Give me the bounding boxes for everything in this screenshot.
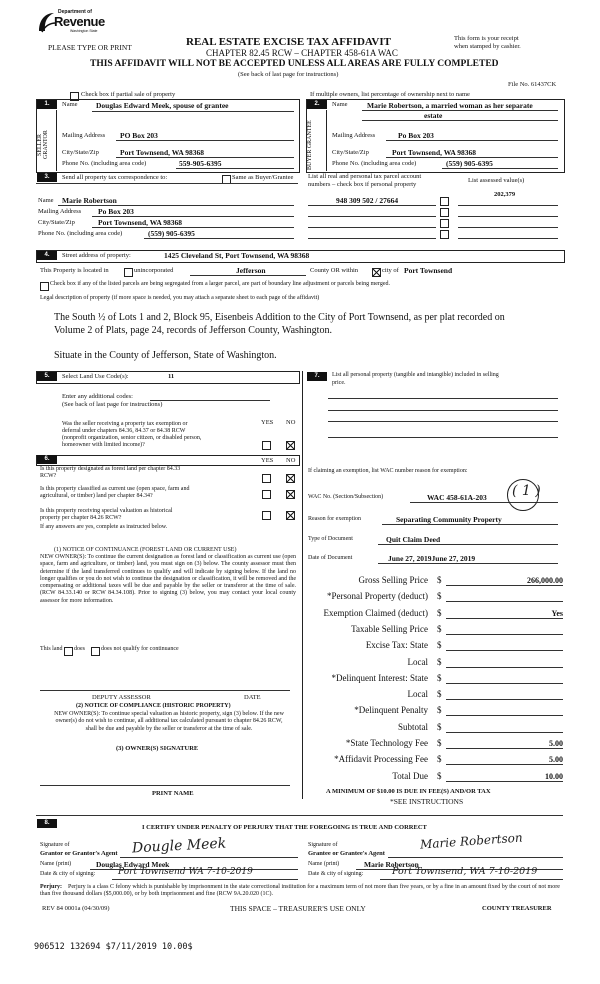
doc-date-line (378, 563, 558, 564)
s3-mail: Po Box 203 (98, 207, 134, 216)
calc-value-line (446, 732, 563, 733)
s3-phone-label: Phone No. (including area code) (38, 230, 123, 237)
see-instructions: *SEE INSTRUCTIONS (390, 797, 464, 806)
please-type: PLEASE TYPE OR PRINT (48, 43, 132, 52)
logo-sub: Washington State (70, 29, 98, 33)
calc-label: Exemption Claimed (deduct) (323, 607, 428, 618)
calc-value-line (446, 585, 563, 586)
calc-dollar-sign: $ (437, 672, 442, 683)
calc-value: 5.00 (549, 755, 563, 765)
grantor-date-label: Date & city of signing: (40, 871, 96, 877)
calc-value-line (446, 683, 563, 684)
notice1-body: NEW OWNER(S): To continue the current designation as forest land or classification as current use (open space, farm and agriculture, or timber) land, you must sign on (3) below. The county assessor must then determine if the land transferred continues to qualify and will indicate by signing below. If the land no longer qualifies or you do not wish to continue the designation or classification, it will be removed and the compensating or additional taxes will be due and payable by the seller or transferor at the time of sale. (RCW 84.33.140 or RCW 84.34.108). Prior to signing (3) below, you may contact your local county assessor for more information. (40, 554, 296, 604)
s3-city-line (92, 227, 294, 228)
grantor-signature: Dougle Meek (131, 835, 227, 857)
buyer-side-label: BUYER GRANTEE (307, 120, 313, 170)
s6-q1-2: RCW? (40, 473, 57, 479)
assessed-value: 202,379 (494, 191, 516, 198)
assessed-line-2 (458, 216, 558, 217)
s3-city-label: City/State/Zip (38, 219, 75, 226)
calc-value-line (446, 634, 563, 635)
seller-phone-label: Phone No. (including area code) (62, 160, 147, 167)
s3-city: Port Townsend, WA 98368 (98, 218, 183, 227)
seller-name-label: Name (62, 101, 78, 108)
s6-q1-yes-checkbox[interactable] (262, 474, 271, 483)
parcel-account: 948 309 502 / 27664 (336, 196, 399, 205)
s6-q3-no-checkbox[interactable] (286, 511, 295, 520)
grantee-date-label: Date & city of signing: (308, 871, 364, 877)
additional-codes-line (150, 400, 270, 401)
s3-name-label: Name (38, 197, 54, 204)
street-address: 1425 Cleveland St, Port Townsend, WA 98368 (164, 251, 310, 260)
s6-yes: YES (261, 457, 274, 464)
assessed-line-1 (458, 205, 558, 206)
calc-dollar-sign: $ (437, 607, 442, 618)
calc-label: *State Technology Fee (345, 738, 428, 748)
calc-dollar-sign: $ (437, 623, 442, 634)
seller-mail-label: Mailing Address (62, 132, 106, 139)
s6-q2-1: Is this property classified as current use (open space, farm and (40, 486, 190, 492)
doc-type-label: Type of Document (308, 536, 353, 542)
s6-q2-2: agricultural, or timber) land per chapter 84.34? (40, 493, 153, 499)
seller-phone: 559-905-6395 (179, 159, 222, 168)
grantor-sig-label-2: Grantor or Grantor's Agent (40, 850, 118, 857)
section-3-number: 3. (37, 173, 57, 182)
land-use-label: Select Land Use Code(s): (62, 373, 129, 380)
s5-question-3: (nonprofit organization, senior citizen, or disabled person, (62, 435, 202, 441)
personal-property-line-2 (328, 410, 558, 411)
section-5-number: 5. (37, 372, 57, 381)
situate-line: Situate in the County of Jefferson, State of Washington. (54, 350, 277, 361)
personal-property-checkbox-4[interactable] (440, 230, 449, 239)
s3-phone: (559) 905-6395 (148, 229, 195, 238)
s6-q2-no-checkbox[interactable] (286, 490, 295, 499)
notice2-body: NEW OWNER(S): To continue special valuation as historic property, sign (3) below. If the new owner(s) do not wish to continue, all additional tax calculated pursuant to chapter 84.26 RCW, shall be due and payable by the seller or transferor at the time of sale. (54, 711, 284, 732)
buyer-name-line-1 (362, 110, 558, 111)
s6-q2-yes-checkbox[interactable] (262, 490, 271, 499)
legal-description-1: The South ½ of Lots 1 and 2, Block 95, Eisenbeis Addition to the City of Port Townsend, as per plat recorded on (54, 312, 505, 323)
calc-value: 10.00 (545, 771, 563, 781)
doc-type-line (378, 544, 558, 545)
land-does-checkbox[interactable] (64, 647, 73, 656)
county-line (190, 275, 306, 276)
cashier-stamp: 906512 132694 $7/11/2019 10.00$ (34, 942, 193, 952)
grantor-date-line (112, 879, 298, 880)
legal-description-2: Volume 2 of Plats, page 24, records of Jefferson County, Washington. (54, 325, 332, 336)
calc-dollar-sign: $ (437, 689, 442, 700)
s6-no: NO (286, 457, 296, 464)
seller-side-label: SELLER GRANTOR (37, 130, 49, 160)
assessed-line-4 (458, 238, 558, 239)
personal-property-line-3 (328, 421, 558, 422)
parcel-line-3 (308, 227, 436, 228)
calc-value: 266,000.00 (527, 576, 563, 585)
grantee-signature: Marie Robertson (419, 830, 524, 852)
wac-number: WAC 458-61A-203 (427, 493, 487, 502)
check-x-icon (373, 269, 380, 276)
rev-number: REV 84 0001a (04/30/09) (42, 905, 110, 912)
form-chapter: CHAPTER 82.45 RCW – CHAPTER 458-61A WAC (206, 48, 398, 58)
section3-top-line (36, 183, 298, 184)
buyer-city-label: City/State/Zip (332, 149, 369, 156)
s5-no-checkbox[interactable] (286, 441, 295, 450)
grantee-date-line (380, 879, 563, 880)
seller-city: Port Townsend, WA 98368 (120, 148, 205, 157)
calc-value-line (446, 699, 563, 700)
reason-value: Separating Community Property (396, 515, 502, 524)
calc-label: Total Due (392, 770, 428, 781)
s6-q1-no-checkbox[interactable] (286, 474, 295, 483)
grantor-sig-label-1: Signature of (40, 842, 70, 848)
calc-value-line (446, 715, 563, 716)
grantee-print-label: Name (print) (308, 861, 340, 867)
doc-date-label: Date of Document (308, 555, 353, 561)
calc-dollar-sign: $ (437, 738, 442, 748)
buyer-name-2: estate (424, 111, 443, 120)
deputy-line (40, 690, 290, 691)
calc-dollar-sign: $ (437, 591, 442, 602)
calc-value: 5.00 (549, 739, 563, 748)
assessed-line-3 (458, 227, 558, 228)
assessed-label: List assessed value(s) (468, 177, 525, 184)
seller-name-line (92, 111, 294, 112)
county-treasurer: COUNTY TREASURER (482, 905, 552, 912)
s5-question-4: homeowner with limited income)? (62, 442, 145, 448)
s5-yes-checkbox[interactable] (262, 441, 271, 450)
deputy-date-label: DATE (244, 694, 261, 701)
buyer-phone-line (442, 168, 558, 169)
perjury-label: Perjury: (40, 884, 62, 890)
s3-name: Marie Robertson (62, 196, 117, 205)
calc-label: Local (407, 656, 428, 667)
buyer-city: Port Townsend, WA 98368 (392, 148, 477, 157)
s3-name-line (58, 205, 294, 206)
perjury-text: Perjury is a class C felony which is punishable by imprisonment in the state correctional institution for a maximum term of not more than five years, or by a fine in an amount fixed by the court of not more than five thousand dollars ($5,000.00), or by both imprisonment and fine (RCW 9A.20.020 (1C). (40, 884, 560, 897)
s6-q3-2: property per chapter 84.26 RCW? (40, 515, 122, 521)
personal-property-checkbox-2[interactable] (440, 208, 449, 217)
section-4-number: 4. (37, 251, 57, 260)
accounts-label-1: List all real and personal tax parcel account (308, 173, 422, 180)
print-name-line (40, 785, 290, 786)
parcel-line-4 (308, 238, 436, 239)
s5-see-back: (See back of last page for instructions) (62, 401, 163, 408)
land-does-not-label: does not qualify for continuance (101, 646, 179, 652)
same-as-buyer-label: Same as Buyer/Grantee (232, 174, 294, 181)
grantee-sig-label-1: Signature of (308, 842, 338, 848)
section-1-number: 1. (37, 100, 57, 109)
unincorporated-label: unincorporated (134, 267, 174, 274)
calc-value-line (446, 667, 563, 668)
legal-label: Legal description of property (if more space is needed, you may attach a separate sheet to each page of the affidavit) (40, 295, 320, 301)
buyer-name-1: Marie Robertson, a married woman as her separate (367, 101, 533, 110)
wac-handwritten: ( 1 ) (512, 483, 541, 499)
s6-q3-1: Is this property receiving special valuation as historical (40, 508, 173, 514)
grantee-sig-line (388, 857, 563, 858)
calc-value-line (446, 601, 563, 602)
buyer-mail-label: Mailing Address (332, 132, 376, 139)
personal-property-line-1 (328, 398, 558, 399)
city-of-label: city of (382, 267, 399, 274)
segregated-label: Check box if any of the listed parcels are being segregated from a larger parcel, are part of boundary line adjustment or parcels being merged. (50, 281, 390, 287)
land-does-not-checkbox[interactable] (91, 647, 100, 656)
s3-mail-line (92, 216, 294, 217)
located-prefix: This Property is located in (40, 267, 109, 274)
buyer-phone: (559) 905-6395 (446, 159, 493, 168)
partial-sale-label: Check box if partial sale of property (81, 91, 176, 98)
dor-logo (36, 9, 105, 35)
this-land-label: This land (40, 646, 63, 652)
calc-dollar-sign: $ (437, 770, 442, 781)
calc-value-line (446, 748, 563, 749)
grantor-sig-line (120, 857, 298, 858)
wac-label: WAC No. (Section/Subsection) (308, 494, 384, 500)
land-does-label: does (74, 646, 85, 652)
logo-main: Revenue (54, 14, 105, 29)
check-x-icon (287, 475, 294, 482)
s5-question-2: deferral under chapters 84.36, 84.37 or 84.38 RCW (62, 428, 186, 434)
calc-value-line (446, 781, 563, 782)
calc-value-line (446, 650, 563, 651)
logo-top: Department of (58, 9, 92, 15)
see-back-note: (See back of last page for instructions) (238, 71, 339, 78)
county-or-within: County OR within (310, 267, 359, 274)
calc-label: Subtotal (397, 721, 428, 732)
buyer-mail-line (386, 140, 558, 141)
s5-yes: YES (261, 419, 274, 426)
receipt-note-2: when stamped by cashier. (454, 43, 521, 50)
county-name: Jefferson (236, 266, 266, 275)
seller-city-label: City/State/Zip (62, 149, 99, 156)
reason-line (382, 524, 558, 525)
calc-dollar-sign: $ (437, 721, 442, 732)
land-use-code: 11 (168, 373, 175, 380)
accounts-label-2: numbers – check box if personal property (308, 181, 417, 188)
calc-label: *Delinquent Penalty (354, 705, 428, 716)
minimum-note: A MINIMUM OF $10.00 IS DUE IN FEE(S) AND/OR TAX (326, 788, 491, 795)
doc-type-value: Quit Claim Deed (386, 535, 441, 544)
s3-mail-label: Mailing Address (38, 208, 82, 215)
certify-statement: I CERTIFY UNDER PENALTY OF PERJURY THAT THE FOREGOING IS TRUE AND CORRECT (142, 824, 427, 831)
notice1-title: (1) NOTICE OF CONTINUANCE (FOREST LAND OR CURRENT USE) (54, 547, 237, 553)
seller-mail-line (116, 140, 294, 141)
grantor-date-city: Port Townsend WA 7-10-2019 (118, 867, 253, 877)
section8-top-line (36, 815, 563, 816)
buyer-side-divider (326, 110, 327, 171)
personal-property-label-2: price. (332, 380, 346, 386)
within-city-checkbox[interactable] (372, 268, 381, 277)
calc-dollar-sign: $ (437, 754, 442, 765)
calc-label: Gross Selling Price (358, 575, 428, 585)
s6-note: If any answers are yes, complete as instructed below. (40, 524, 168, 530)
calc-label: *Personal Property (deduct) (327, 591, 428, 602)
check-x-icon (287, 491, 294, 498)
seller-side-divider (56, 110, 57, 171)
calc-value: Yes (551, 608, 563, 618)
section7-divider (302, 371, 303, 799)
calc-dollar-sign: $ (437, 656, 442, 667)
check-x-icon (287, 512, 294, 519)
personal-property-checkbox-1[interactable] (440, 197, 449, 206)
personal-property-line-4 (328, 437, 558, 438)
buyer-phone-label: Phone No. (including area code) (332, 160, 417, 167)
calc-dollar-sign: $ (437, 705, 442, 716)
multiple-owners-note: If multiple owners, list percentage of ownership next to name (310, 91, 470, 98)
seller-name: Douglas Edward Meek, spouse of grantee (96, 101, 229, 110)
section-7-number: 7. (307, 372, 327, 381)
calc-label: *Delinquent Interest: State (331, 672, 428, 683)
s5-no: NO (286, 419, 296, 426)
parcel-line-1 (308, 205, 436, 206)
grantee-date-city: Port Townsend, WA 7-10-2019 (392, 866, 538, 877)
check-x-icon (287, 442, 294, 449)
buyer-mail: Po Box 203 (398, 131, 434, 140)
calc-label: Taxable Selling Price (351, 623, 428, 634)
street-label: Street address of property: (62, 252, 131, 259)
seller-mail: PO Box 203 (120, 131, 158, 140)
parcel-line-2 (308, 216, 436, 217)
owner-signature-label: (3) OWNER(S) SIGNATURE (116, 745, 199, 752)
treasurer-space: THIS SPACE – TREASURER'S USE ONLY (230, 904, 366, 913)
receipt-note-1: This form is your receipt (454, 35, 519, 42)
segregated-checkbox[interactable] (40, 282, 49, 291)
send-correspondence-label: Send all property tax correspondence to: (62, 174, 168, 181)
section-6-number: 6. (37, 455, 57, 464)
exemption-reason-label: If claiming an exemption, list WAC number reason for exemption: (308, 468, 468, 474)
s5-question-1: Was the seller receiving a property tax exemption or (62, 421, 188, 427)
calc-dollar-sign: $ (437, 575, 442, 585)
unincorporated-checkbox[interactable] (124, 268, 133, 277)
buyer-name-label: Name (332, 101, 348, 108)
form-title: REAL ESTATE EXCISE TAX AFFIDAVIT (186, 36, 391, 48)
doc-date-value: June 27, 2019June 27, 2019 (388, 554, 476, 563)
calc-label: *Affidavit Processing Fee (334, 754, 428, 765)
notice2-title: (2) NOTICE OF COMPLIANCE (HISTORIC PROPERTY) (76, 703, 231, 709)
grantee-print: Marie Robertson (364, 860, 419, 869)
seller-city-line (116, 157, 294, 158)
s6-q1-1: Is this property designated as forest land per chapter 84.33 (40, 466, 181, 472)
calc-label: Excise Tax: State (365, 640, 428, 651)
grantor-print: Douglas Edward Meek (96, 860, 170, 869)
file-number: File No. 61437CK (508, 81, 557, 88)
grantor-print-label: Name (print) (40, 861, 72, 867)
reason-label: Reason for exemption (308, 516, 361, 522)
print-name-label: PRINT NAME (152, 790, 194, 797)
buyer-city-line (386, 157, 558, 158)
calc-value-line (446, 618, 563, 619)
city-name: Port Townsend (404, 266, 453, 275)
s6-q3-yes-checkbox[interactable] (262, 511, 271, 520)
grantee-sig-label-2: Grantee or Grantee's Agent (308, 850, 385, 857)
deputy-assessor-label: DEPUTY ASSESSOR (92, 694, 151, 701)
additional-codes-label: Enter any additional codes: (62, 393, 133, 400)
section-2-number: 2. (307, 100, 327, 109)
s3-phone-line (144, 238, 294, 239)
calc-dollar-sign: $ (437, 640, 442, 651)
calc-value-line (446, 764, 563, 765)
buyer-name-line-2 (362, 120, 558, 121)
seller-phone-line (176, 168, 294, 169)
personal-property-label-1: List all personal property (tangible and intangible) included in selling (332, 372, 499, 378)
personal-property-checkbox-3[interactable] (440, 219, 449, 228)
form-warning: THIS AFFIDAVIT WILL NOT BE ACCEPTED UNLESS ALL AREAS ARE FULLY COMPLETED (90, 59, 499, 69)
section-8-number: 8. (37, 819, 57, 828)
calc-label: Local (407, 689, 428, 700)
